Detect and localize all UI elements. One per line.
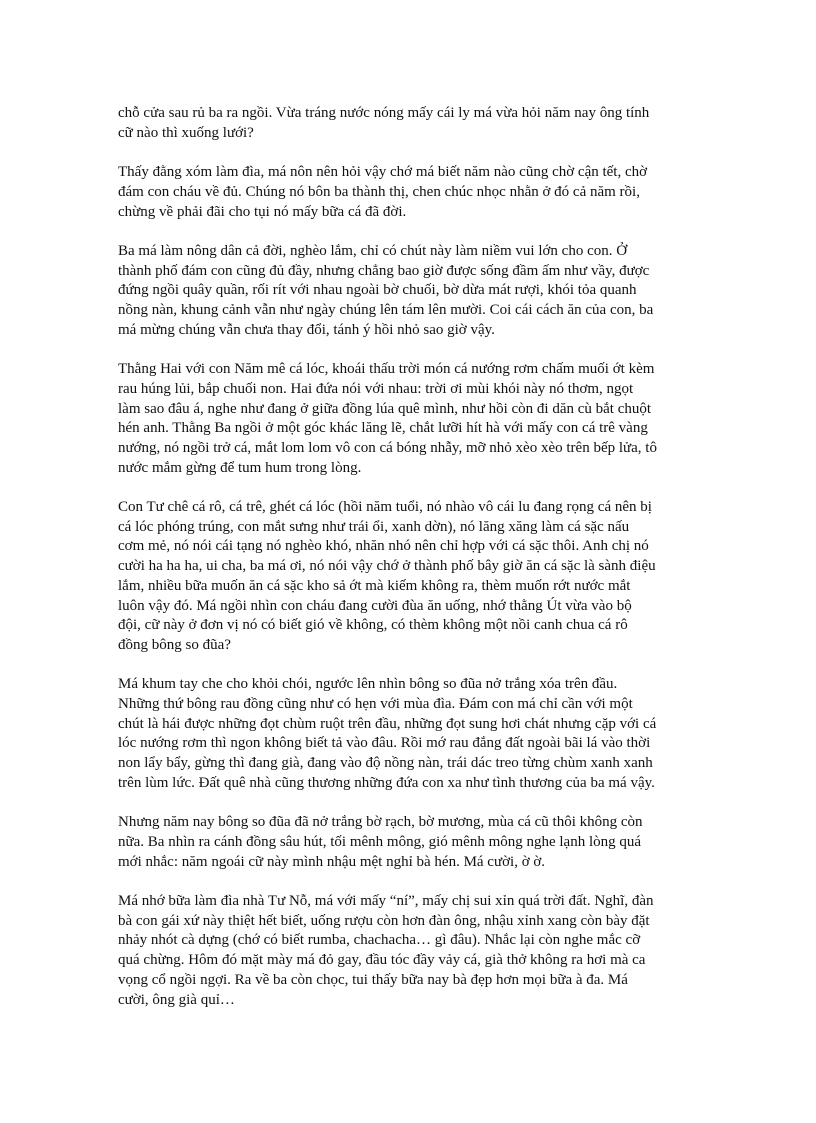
paragraph-line: bà con gái xứ này thiệt hết biết, uống rượu còn hơn đàn ông, nhậu xỉnh xang còn bày đặt (118, 912, 650, 929)
paragraph (118, 104, 708, 143)
paragraph-line: rau húng lủi, bắp chuối non. Hai đứa nói với nhau: trời ơi mùi khói này nó thơm, ngọt (118, 380, 634, 397)
paragraph-line: chút là hái được những đọt chùm ruột trên đầu, những đọt sung hơi chát nhưng cặp với cá (118, 715, 657, 732)
paragraph-line: Ba má làm nông dân cả đời, nghèo lắm, chỉ có chút này làm niềm vui lớn cho con. Ở (118, 242, 628, 259)
paragraph (118, 163, 708, 222)
paragraph-line: Những thứ bông rau đồng cũng như có hẹn với mùa đìa. Đám con má chỉ cần với một (118, 696, 633, 713)
paragraph-line: nước mắm gừng để tum hum trong lòng. (118, 459, 362, 476)
paragraph (118, 498, 708, 656)
paragraph-line: vọng cổ ngồi ngợi. Ra về ba còn chọc, tui thấy bữa nay bà đẹp hơn mọi bữa à đa. Má (118, 971, 628, 988)
paragraph-line: chỗ cửa sau rủ ba ra ngồi. Vừa tráng nước nóng mấy cái ly má vừa hỏi năm nay ông tính (118, 105, 650, 121)
paragraph-line: cười ha ha ha, ui cha, ba má ơi, nó nói vậy chớ ở thành phố bây giờ ăn cá sặc là sành điệu (118, 558, 656, 575)
paragraph (118, 242, 708, 341)
paragraph-line: đám con cháu về đủ. Chúng nó bôn ba thành thị, chen chúc nhọc nhằn ở đó cả năm rồi, (118, 183, 640, 200)
paragraph-line: hén anh. Thằng Ba ngồi ở một góc khác lăng lẽ, chắt lưỡi hít hà với mấy con cá trê vàng (118, 420, 648, 437)
paragraph-line: cá lóc phóng trúng, con mắt sưng như trái ổi, xanh dờn), nó lăng xăng làm cá sặc nấu (118, 518, 630, 535)
paragraph-line: đứng ngồi quây quần, rối rít với nhau ngoài bờ chuối, bờ dừa mát rượi, khói tỏa quanh (118, 282, 637, 299)
paragraph-line: cười, ông già quỉ… (118, 991, 235, 1008)
paragraph-line: chừng về phải đãi cho tụi nó mấy bữa cá đã đời. (118, 203, 407, 220)
paragraph (118, 813, 708, 872)
paragraph-line: Má nhớ bữa làm đìa nhà Tư Nỗ, má với mấy “ní”, mấy chị sui xỉn quá trời đất. Nghĩ, đàn (118, 893, 654, 910)
paragraph-line: mới nhắc: năm ngoái cữ này mình nhậu mệt nghỉ bà hén. Má cười, ờ ờ. (118, 853, 546, 870)
paragraph-line: luôn vậy đó. Má ngồi nhìn con cháu đang cười đùa ăn uống, nhớ thằng Út vừa vào bộ (118, 597, 632, 614)
paragraph-line: đội, cữ này ở đơn vị nó có biết gió về không, có thèm không một nồi canh chua cá rô (118, 617, 628, 634)
paragraph-line: nữa. Ba nhìn ra cánh đồng sâu hút, tối mênh mông, gió mênh mông nghe lạnh lòng quá (118, 833, 642, 850)
paragraph-line: Thằng Hai với con Năm mê cá lóc, khoái thấu trời món cá nướng rơm chấm muối ớt kèm (118, 361, 655, 378)
paragraph-line: cơm mẻ, nó nói cái tạng nó nghèo khó, nhăn nhó nên chỉ hợp với cá sặc thôi. Anh chị nó (118, 538, 649, 555)
paragraph-line: đồng bông so đũa? (118, 636, 231, 653)
paragraph-line: trên lùm lức. Đất quê nhà cũng thương những đứa con xa như tình thương của ba má vậy. (118, 774, 655, 791)
paragraph-line: Thấy đằng xóm làm đìa, má nôn nên hỏi vậy chớ má biết năm nào cũng chờ cận tết, chờ (118, 164, 648, 181)
paragraph-line: lắm, nhiều bữa muốn ăn cá sặc kho sả ớt mà kiếm không ra, thèm muốn rớt nước mắt (118, 577, 631, 594)
paragraph-line: Nhưng năm nay bông so đũa đã nở trắng bờ rạch, bờ mương, mùa cá cũ thôi không còn (118, 814, 643, 831)
paragraph-line: thành phố đám con cũng đủ đầy, nhưng chẳng bao giờ được sống đầm ấm như vầy, được (118, 262, 650, 279)
paragraph-line: Má khum tay che cho khỏi chói, ngước lên nhìn bông so đũa nở trắng xóa trên đầu. (118, 676, 618, 693)
paragraph-line: làm sao đâu á, nghe như đang ở giữa đồng lúa quê mình, như hồi còn đi dăn cù bắt chuột (118, 400, 652, 417)
paragraph-line: má mừng chúng vẫn chưa thay đổi, tánh ý hồi nhỏ sao giờ vậy. (118, 321, 495, 338)
paragraph (118, 360, 708, 478)
document-body (118, 104, 708, 1030)
paragraph (118, 892, 708, 1010)
paragraph-line: nướng, nó ngồi trở cá, mắt lom lom vô con cá bóng nhẫy, mỡ nhỏ xèo xèo trên bếp lửa, tô (118, 439, 657, 456)
paragraph (118, 675, 708, 793)
paragraph-line: Con Tư chê cá rô, cá trê, ghét cá lóc (hồi năm tuổi, nó nhào vô cái lu đang rọng cá nên bị (118, 499, 652, 515)
paragraph-line: nồng nàn, khung cảnh vẫn như ngày chúng lên tám lên mười. Coi cái cách ăn của con, ba (118, 302, 654, 318)
paragraph-line: non lẩy bẩy, gừng thì đang già, đang vào độ nồng nàn, trái dác treo từng chùm xanh xanh (118, 755, 653, 772)
paragraph-line: nhảy nhót cà dựng (chớ có biết rumba, chachacha… gì đâu). Nhắc lại còn nghe mắc cỡ (118, 932, 641, 949)
paragraph-line: cữ nào thì xuống lưới? (118, 124, 254, 141)
paragraph-line: lóc nướng rơm thì ngon không biết tả vào đâu. Rồi mớ rau đắng đất ngoài bãi lá vào thời (118, 735, 651, 752)
paragraph-line: quá chừng. Hôm đó mặt mày má đỏ gay, đầu tóc đầy vảy cá, già thở không ra hơi mà ca (118, 952, 646, 969)
